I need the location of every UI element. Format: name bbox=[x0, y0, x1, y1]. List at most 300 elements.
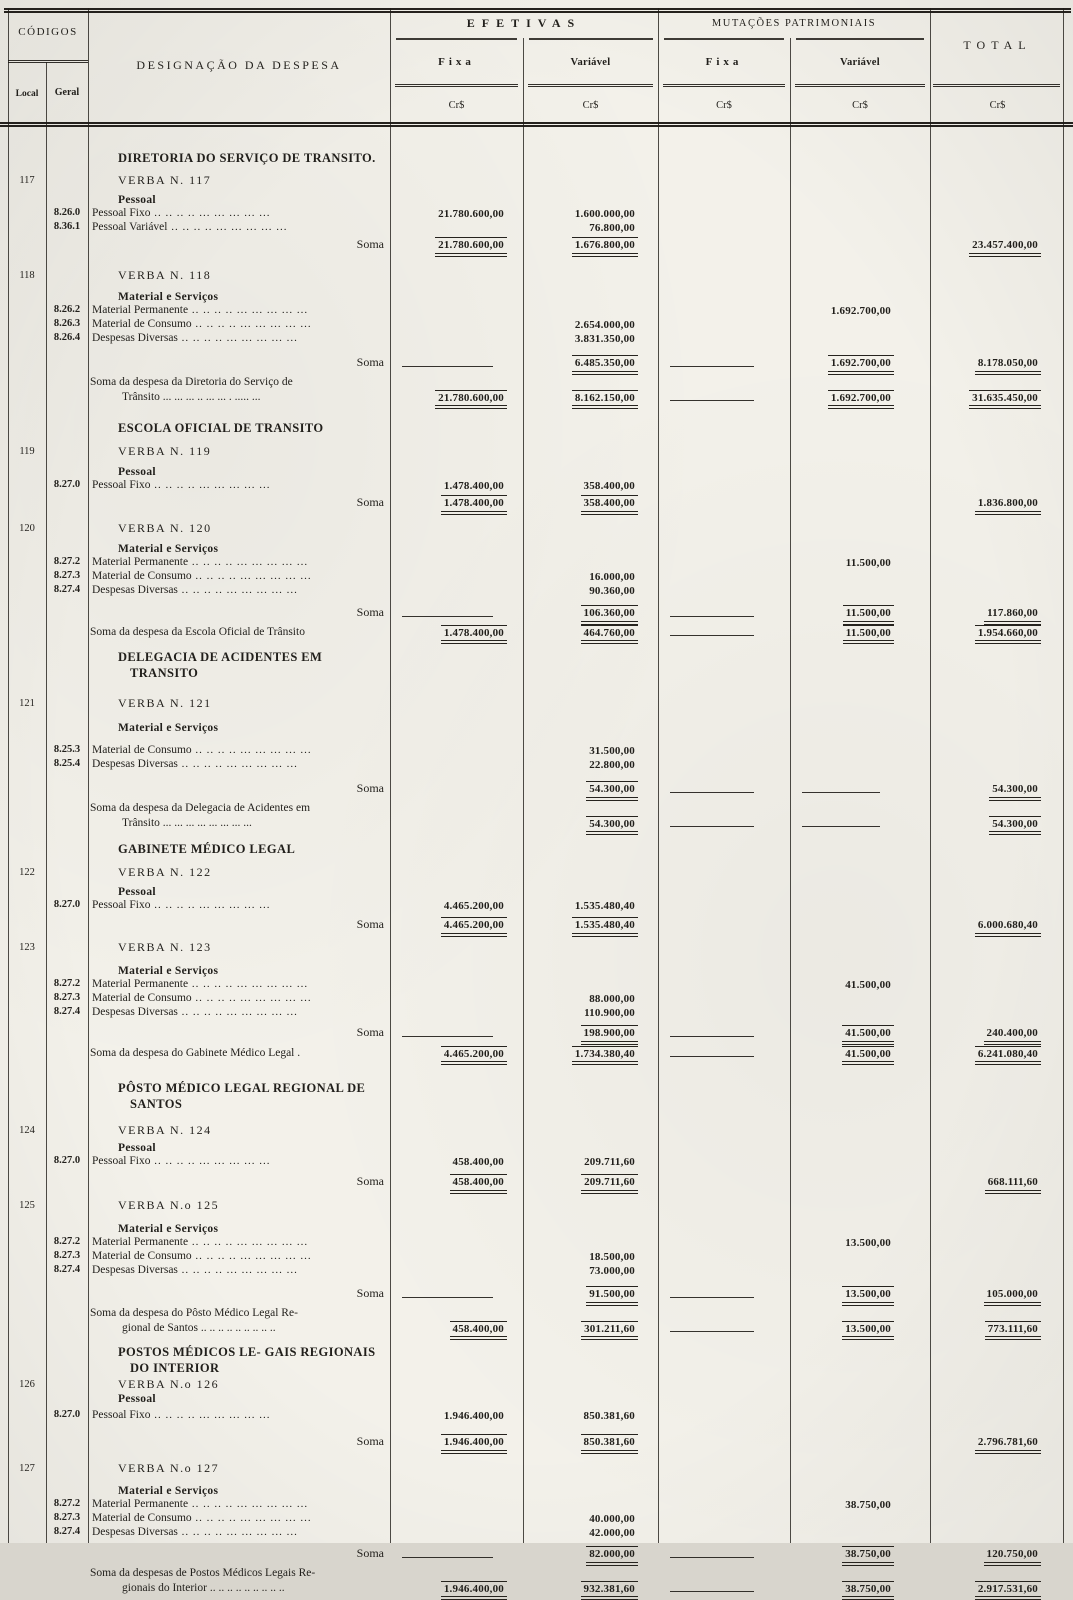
value-mutacoes-fixa-cell bbox=[658, 318, 790, 332]
cell-geral bbox=[46, 939, 88, 956]
cell-geral bbox=[46, 543, 88, 556]
geral-code: 8.27.4 bbox=[53, 1006, 81, 1017]
value-mutacoes-variavel-cell bbox=[790, 695, 930, 712]
soma-label: Soma bbox=[356, 917, 384, 931]
cell-local bbox=[8, 1485, 46, 1498]
cell-designacao bbox=[88, 1485, 390, 1498]
amount: 21.780.600,00 bbox=[438, 208, 504, 220]
dot-leader: .. .. .. .. ... ... ... ... ... bbox=[191, 1250, 312, 1262]
efetivas-underline-2 bbox=[529, 38, 653, 40]
dot-leader: .. .. .. .. ... ... ... ... ... bbox=[188, 1498, 309, 1510]
value-mutacoes-variavel-cell bbox=[790, 886, 930, 899]
verba-label: VERBA N. 119 bbox=[118, 444, 212, 458]
cell-local bbox=[8, 781, 46, 801]
value-total-cell bbox=[930, 801, 1065, 835]
value-efetivas-variavel-cell bbox=[523, 886, 658, 899]
value-efetivas-variavel-cell bbox=[523, 864, 658, 881]
amount: 1.692.700,00 bbox=[828, 355, 894, 375]
header-efetivas: EFETIVAS bbox=[466, 16, 582, 30]
value-mutacoes-variavel-cell bbox=[790, 965, 930, 978]
table-row bbox=[8, 1174, 1065, 1194]
value-mutacoes-variavel-cell bbox=[790, 375, 930, 409]
value-mutacoes-variavel-cell bbox=[790, 1566, 930, 1600]
efetivas-underline-1 bbox=[396, 38, 517, 40]
cell-geral bbox=[46, 722, 88, 735]
value-mutacoes-variavel-cell bbox=[790, 1046, 930, 1065]
soma-label: Soma bbox=[356, 237, 384, 251]
cell-geral bbox=[46, 375, 88, 409]
cell-geral bbox=[46, 267, 88, 284]
value-mutacoes-variavel-cell bbox=[790, 479, 930, 493]
amount: 1.946.400,00 bbox=[443, 1410, 504, 1422]
table-row bbox=[8, 965, 1065, 978]
amount: 1.535.480,40 bbox=[574, 900, 635, 912]
value-mutacoes-variavel-cell bbox=[790, 332, 930, 346]
table-row bbox=[8, 1434, 1065, 1454]
value-efetivas-variavel-cell bbox=[523, 556, 658, 570]
table-row bbox=[8, 355, 1065, 375]
value-mutacoes-fixa-cell bbox=[658, 1155, 790, 1169]
amount: 31.500,00 bbox=[589, 745, 635, 757]
value-mutacoes-fixa-cell bbox=[658, 801, 790, 835]
cell-geral bbox=[46, 420, 88, 436]
value-mutacoes-variavel-cell bbox=[790, 1512, 930, 1526]
amount: 38.750,00 bbox=[842, 1581, 894, 1600]
cell-local bbox=[8, 543, 46, 556]
section-title: PÔSTO MÉDICO LEGAL REGIONAL DE bbox=[118, 1081, 366, 1095]
expense-item-label: Material Permanente .. .. .. .. ... ... ... ... ... bbox=[92, 304, 309, 316]
dot-leader: .. .. .. .. ... ... ... ... ... bbox=[150, 899, 271, 911]
value-mutacoes-fixa-cell bbox=[658, 420, 790, 436]
value-total-cell bbox=[930, 570, 1065, 584]
value-total-cell bbox=[930, 917, 1065, 937]
value-efetivas-fixa-cell bbox=[390, 267, 523, 284]
dot-leader: .. .. .. .. ... ... ... ... ... bbox=[177, 584, 298, 596]
value-efetivas-fixa-cell bbox=[390, 605, 523, 625]
value-mutacoes-variavel-cell bbox=[790, 1526, 930, 1540]
cell-designacao bbox=[88, 1566, 390, 1600]
expense-item-label: Material Permanente .. .. .. .. ... ... ... ... ... bbox=[92, 978, 309, 990]
dot-leader: .. .. .. .. ... ... ... ... ... bbox=[188, 1236, 309, 1248]
cell-geral bbox=[46, 1409, 88, 1423]
value-efetivas-fixa-cell bbox=[390, 584, 523, 598]
top-rule bbox=[4, 8, 1071, 13]
section-title: POSTOS MÉDICOS LE- GAIS REGIONAIS bbox=[118, 1345, 376, 1359]
cell-designacao bbox=[88, 917, 390, 937]
amount: 13.500,00 bbox=[842, 1321, 894, 1340]
cell-designacao bbox=[88, 543, 390, 556]
value-mutacoes-fixa-cell bbox=[658, 1409, 790, 1423]
amount: 458.400,00 bbox=[452, 1156, 504, 1168]
table-row bbox=[8, 992, 1065, 1006]
value-mutacoes-fixa-cell bbox=[658, 1485, 790, 1498]
expense-item-label: Despesas Diversas .. .. .. .. ... ... ... ... ... bbox=[92, 1006, 298, 1018]
value-efetivas-variavel-cell bbox=[523, 1566, 658, 1600]
dot-leader: .. .. .. .. ... ... ... ... ... bbox=[191, 318, 312, 330]
value-efetivas-variavel-cell bbox=[523, 758, 658, 772]
expense-item-label: Material de Consumo .. .. .. .. ... ... ... ... ... bbox=[92, 1512, 312, 1524]
value-efetivas-fixa-cell bbox=[390, 495, 523, 515]
value-mutacoes-variavel-cell bbox=[790, 1434, 930, 1454]
expense-item-label: Material Permanente .. .. .. .. ... ... ... ... ... bbox=[92, 1236, 309, 1248]
value-efetivas-fixa-cell bbox=[390, 801, 523, 835]
table-row bbox=[8, 556, 1065, 570]
value-mutacoes-fixa-cell bbox=[658, 886, 790, 899]
value-mutacoes-variavel-cell bbox=[790, 1485, 930, 1498]
value-efetivas-fixa-cell bbox=[390, 695, 523, 712]
geral-code: 8.27.2 bbox=[53, 978, 81, 989]
amount: 464.760,00 bbox=[581, 625, 639, 644]
cell-geral bbox=[46, 1236, 88, 1250]
cell-local bbox=[8, 1409, 46, 1423]
cell-designacao bbox=[88, 207, 390, 221]
amount: 209.711,60 bbox=[581, 1174, 638, 1194]
section-title: TRANSITO bbox=[130, 666, 199, 680]
value-mutacoes-fixa-cell bbox=[658, 695, 790, 712]
cell-local bbox=[8, 1546, 46, 1566]
value-mutacoes-fixa-cell bbox=[658, 520, 790, 537]
value-total-cell bbox=[930, 625, 1065, 644]
value-mutacoes-fixa-cell bbox=[658, 355, 790, 375]
value-efetivas-variavel-cell bbox=[523, 1174, 658, 1194]
value-total-cell bbox=[930, 207, 1065, 221]
amount: 2.654.000,00 bbox=[574, 319, 635, 331]
cell-designacao bbox=[88, 744, 390, 758]
value-total-cell bbox=[930, 304, 1065, 318]
cell-geral bbox=[46, 1174, 88, 1194]
section-title: DO INTERIOR bbox=[130, 1361, 220, 1375]
value-efetivas-variavel-cell bbox=[523, 965, 658, 978]
value-mutacoes-fixa-cell bbox=[658, 466, 790, 479]
cell-geral bbox=[46, 466, 88, 479]
value-mutacoes-variavel-cell bbox=[790, 801, 930, 835]
expense-item-label: Material de Consumo .. .. .. .. ... ... ... ... ... bbox=[92, 570, 312, 582]
value-total-cell bbox=[930, 1250, 1065, 1264]
value-mutacoes-fixa-cell bbox=[658, 1080, 790, 1112]
value-mutacoes-fixa-cell bbox=[658, 1434, 790, 1454]
cell-designacao bbox=[88, 1526, 390, 1540]
table-row bbox=[8, 304, 1065, 318]
mutacoes-underline-2 bbox=[796, 38, 924, 40]
value-efetivas-variavel-cell bbox=[523, 172, 658, 189]
value-efetivas-fixa-cell bbox=[390, 172, 523, 189]
value-total-cell bbox=[930, 543, 1065, 556]
currency-label-4: Cr$ bbox=[852, 100, 868, 111]
value-efetivas-fixa-cell bbox=[390, 1546, 523, 1566]
value-efetivas-fixa-cell bbox=[390, 1512, 523, 1526]
value-total-cell bbox=[930, 886, 1065, 899]
amount: 40.000,00 bbox=[589, 1513, 635, 1525]
cell-designacao bbox=[88, 1512, 390, 1526]
table-row bbox=[8, 1286, 1065, 1306]
group-subheading: Material e Serviços bbox=[118, 965, 219, 977]
cell-designacao bbox=[88, 978, 390, 992]
table-row bbox=[8, 1393, 1065, 1406]
amount: 21.780.600,00 bbox=[435, 237, 507, 257]
cell-local bbox=[8, 1080, 46, 1112]
cell-local bbox=[8, 1174, 46, 1194]
cell-local bbox=[8, 332, 46, 346]
table-row bbox=[8, 1264, 1065, 1278]
value-efetivas-fixa-cell bbox=[390, 1498, 523, 1512]
table-row bbox=[8, 1122, 1065, 1139]
cell-local bbox=[8, 1498, 46, 1512]
cell-designacao bbox=[88, 520, 390, 537]
amount: 6.000.680,40 bbox=[975, 918, 1041, 937]
cell-designacao bbox=[88, 781, 390, 801]
section-total-label: Soma da despesa da Delegacia de Acidentes em bbox=[90, 802, 311, 814]
value-mutacoes-fixa-cell bbox=[658, 291, 790, 304]
cell-geral bbox=[46, 625, 88, 644]
table-row bbox=[8, 1498, 1065, 1512]
table-row bbox=[8, 172, 1065, 189]
cell-local bbox=[8, 1286, 46, 1306]
value-efetivas-variavel-cell bbox=[523, 291, 658, 304]
amount: 358.400,00 bbox=[581, 495, 639, 515]
value-mutacoes-variavel-cell bbox=[790, 584, 930, 598]
value-efetivas-variavel-cell bbox=[523, 304, 658, 318]
group-subheading: Material e Serviços bbox=[118, 291, 219, 303]
table-row bbox=[8, 495, 1065, 515]
cell-geral bbox=[46, 1264, 88, 1278]
cell-local bbox=[8, 1344, 46, 1376]
value-efetivas-variavel-cell bbox=[523, 1250, 658, 1264]
cell-geral bbox=[46, 194, 88, 207]
expense-item-label: Material Permanente .. .. .. .. ... ... ... ... ... bbox=[92, 1498, 309, 1510]
table-row bbox=[8, 841, 1065, 857]
cell-local bbox=[8, 978, 46, 992]
amount: 82.000,00 bbox=[586, 1546, 638, 1566]
value-efetivas-fixa-cell bbox=[390, 420, 523, 436]
cell-designacao bbox=[88, 1376, 390, 1393]
cell-local bbox=[8, 479, 46, 493]
value-efetivas-variavel-cell bbox=[523, 495, 658, 515]
value-mutacoes-fixa-cell bbox=[658, 965, 790, 978]
cell-designacao bbox=[88, 1080, 390, 1112]
table-row bbox=[8, 1197, 1065, 1214]
value-mutacoes-variavel-cell bbox=[790, 1025, 930, 1045]
value-mutacoes-fixa-cell bbox=[658, 864, 790, 881]
geral-code: 8.27.3 bbox=[53, 1512, 81, 1523]
table-row bbox=[8, 375, 1065, 409]
table-row bbox=[8, 291, 1065, 304]
value-mutacoes-fixa-cell bbox=[658, 1250, 790, 1264]
amount: 11.500,00 bbox=[843, 625, 894, 644]
cell-designacao bbox=[88, 1046, 390, 1065]
value-mutacoes-fixa-cell bbox=[658, 1566, 790, 1600]
cell-designacao bbox=[88, 1306, 390, 1340]
value-total-cell bbox=[930, 1223, 1065, 1236]
cell-local bbox=[8, 801, 46, 835]
value-mutacoes-variavel-cell bbox=[790, 1006, 930, 1020]
table-row bbox=[8, 899, 1065, 913]
amount: 458.400,00 bbox=[450, 1174, 508, 1194]
cell-designacao bbox=[88, 992, 390, 1006]
table-row bbox=[8, 1142, 1065, 1155]
value-mutacoes-fixa-cell bbox=[658, 194, 790, 207]
empty-cell-dash bbox=[402, 1557, 493, 1558]
group-subheading: Pessoal bbox=[118, 886, 156, 898]
value-total-cell bbox=[930, 1197, 1065, 1214]
cell-designacao bbox=[88, 332, 390, 346]
expense-item-label: Pessoal Fixo .. .. .. .. ... ... ... ... ... bbox=[92, 1409, 271, 1421]
value-mutacoes-fixa-cell bbox=[658, 899, 790, 913]
table-row bbox=[8, 1376, 1065, 1393]
value-total-cell bbox=[930, 781, 1065, 801]
amount: 76.800,00 bbox=[589, 222, 635, 234]
value-mutacoes-fixa-cell bbox=[658, 978, 790, 992]
amount: 458.400,00 bbox=[450, 1321, 508, 1340]
cell-designacao bbox=[88, 1025, 390, 1045]
value-efetivas-variavel-cell bbox=[523, 194, 658, 207]
amount: 90.360,00 bbox=[589, 585, 635, 597]
table-row bbox=[8, 1566, 1065, 1600]
value-total-cell bbox=[930, 1174, 1065, 1194]
cell-local bbox=[8, 556, 46, 570]
soma-label: Soma bbox=[356, 355, 384, 369]
geral-code: 8.27.3 bbox=[53, 570, 81, 581]
cell-local bbox=[8, 194, 46, 207]
value-efetivas-variavel-cell bbox=[523, 1046, 658, 1065]
cell-geral bbox=[46, 758, 88, 772]
value-total-cell bbox=[930, 1155, 1065, 1169]
soma-label: Soma bbox=[356, 495, 384, 509]
cell-designacao bbox=[88, 1236, 390, 1250]
expense-item-label: Despesas Diversas .. .. .. .. ... ... ... ... ... bbox=[92, 332, 298, 344]
table-row bbox=[8, 886, 1065, 899]
header-total: TOTAL bbox=[963, 38, 1032, 52]
value-efetivas-fixa-cell bbox=[390, 556, 523, 570]
value-efetivas-variavel-cell bbox=[523, 1080, 658, 1112]
amount: 668.111,60 bbox=[985, 1175, 1041, 1194]
value-mutacoes-variavel-cell bbox=[790, 443, 930, 460]
cell-designacao bbox=[88, 556, 390, 570]
value-efetivas-variavel-cell bbox=[523, 466, 658, 479]
cell-local bbox=[8, 1566, 46, 1600]
cell-local bbox=[8, 304, 46, 318]
verba-label: VERBA N. 117 bbox=[118, 173, 212, 187]
cell-local bbox=[8, 939, 46, 956]
amount: 850.381,60 bbox=[583, 1410, 635, 1422]
cell-local bbox=[8, 1025, 46, 1045]
value-total-cell bbox=[930, 1286, 1065, 1306]
amount: 1.692.700,00 bbox=[830, 305, 891, 317]
subheader-rule-5 bbox=[933, 84, 1060, 87]
value-total-cell bbox=[930, 221, 1065, 235]
section-total-label: gional de Santos .. .. .. .. .. .. .. .. .. bbox=[122, 1322, 276, 1334]
value-mutacoes-variavel-cell bbox=[790, 520, 930, 537]
section-total-label: gionais do Interior .. .. .. .. .. .. .. .. .. bbox=[122, 1582, 285, 1594]
value-mutacoes-variavel-cell bbox=[790, 543, 930, 556]
value-efetivas-variavel-cell bbox=[523, 221, 658, 235]
cell-geral bbox=[46, 1223, 88, 1236]
geral-code: 8.25.3 bbox=[53, 744, 81, 755]
verba-label: VERBA N.o 125 bbox=[118, 1198, 220, 1212]
value-efetivas-fixa-cell bbox=[390, 1485, 523, 1498]
value-efetivas-fixa-cell bbox=[390, 649, 523, 681]
amount: 22.800,00 bbox=[589, 759, 635, 771]
cell-geral bbox=[46, 291, 88, 304]
subheader-rule-3 bbox=[663, 84, 785, 87]
value-mutacoes-variavel-cell bbox=[790, 992, 930, 1006]
value-total-cell bbox=[930, 466, 1065, 479]
amount: 38.750,00 bbox=[845, 1499, 891, 1511]
value-efetivas-variavel-cell bbox=[523, 1460, 658, 1477]
value-total-cell bbox=[930, 1526, 1065, 1540]
geral-code: 8.26.0 bbox=[53, 207, 81, 218]
value-total-cell bbox=[930, 584, 1065, 598]
value-efetivas-fixa-cell bbox=[390, 978, 523, 992]
value-mutacoes-fixa-cell bbox=[658, 1142, 790, 1155]
value-efetivas-fixa-cell bbox=[390, 304, 523, 318]
empty-cell-dash bbox=[670, 826, 754, 827]
cell-geral bbox=[46, 605, 88, 625]
table-row bbox=[8, 1409, 1065, 1423]
value-mutacoes-variavel-cell bbox=[790, 864, 930, 881]
value-efetivas-variavel-cell bbox=[523, 318, 658, 332]
cell-local bbox=[8, 695, 46, 712]
dot-leader: .. .. .. .. ... ... ... ... ... bbox=[191, 570, 312, 582]
cell-geral bbox=[46, 978, 88, 992]
cell-geral bbox=[46, 1512, 88, 1526]
value-mutacoes-fixa-cell bbox=[658, 172, 790, 189]
amount: 1.478.400,00 bbox=[443, 480, 504, 492]
section-total-label: Soma da despesas de Postos Médicos Legais Re- bbox=[90, 1567, 316, 1579]
table-row bbox=[8, 570, 1065, 584]
value-mutacoes-variavel-cell bbox=[790, 495, 930, 515]
value-efetivas-fixa-cell bbox=[390, 520, 523, 537]
table-row bbox=[8, 978, 1065, 992]
table-row bbox=[8, 695, 1065, 712]
value-total-cell bbox=[930, 722, 1065, 735]
header-bottom-rule bbox=[0, 122, 1073, 127]
cell-designacao bbox=[88, 649, 390, 681]
value-efetivas-variavel-cell bbox=[523, 1286, 658, 1306]
geral-code: 8.27.4 bbox=[53, 1526, 81, 1537]
cell-geral bbox=[46, 1344, 88, 1376]
value-total-cell bbox=[930, 1434, 1065, 1454]
value-mutacoes-fixa-cell bbox=[658, 237, 790, 257]
value-mutacoes-fixa-cell bbox=[658, 1498, 790, 1512]
value-efetivas-fixa-cell bbox=[390, 1155, 523, 1169]
table-row bbox=[8, 150, 1065, 166]
table-row bbox=[8, 939, 1065, 956]
value-mutacoes-variavel-cell bbox=[790, 1409, 930, 1423]
geral-code: 8.27.2 bbox=[53, 1236, 81, 1247]
amount: 1.692.700,00 bbox=[828, 390, 894, 409]
local-code: 118 bbox=[19, 270, 35, 281]
value-mutacoes-variavel-cell bbox=[790, 1197, 930, 1214]
value-efetivas-fixa-cell bbox=[390, 722, 523, 735]
value-total-cell bbox=[930, 899, 1065, 913]
dot-leader: .. .. .. .. ... ... ... ... ... bbox=[167, 221, 288, 233]
value-efetivas-variavel-cell bbox=[523, 543, 658, 556]
cell-geral bbox=[46, 781, 88, 801]
cell-designacao bbox=[88, 695, 390, 712]
cell-local bbox=[8, 1526, 46, 1540]
cell-local bbox=[8, 221, 46, 235]
cell-local bbox=[8, 375, 46, 409]
value-efetivas-variavel-cell bbox=[523, 605, 658, 625]
value-efetivas-variavel-cell bbox=[523, 939, 658, 956]
value-efetivas-variavel-cell bbox=[523, 237, 658, 257]
table-row bbox=[8, 1236, 1065, 1250]
verba-label: VERBA N. 123 bbox=[118, 940, 212, 954]
geral-code: 8.26.2 bbox=[53, 304, 81, 315]
cell-designacao bbox=[88, 1250, 390, 1264]
expense-item-label: Material de Consumo .. .. .. .. ... ... ... ... ... bbox=[92, 318, 312, 330]
cell-designacao bbox=[88, 1142, 390, 1155]
